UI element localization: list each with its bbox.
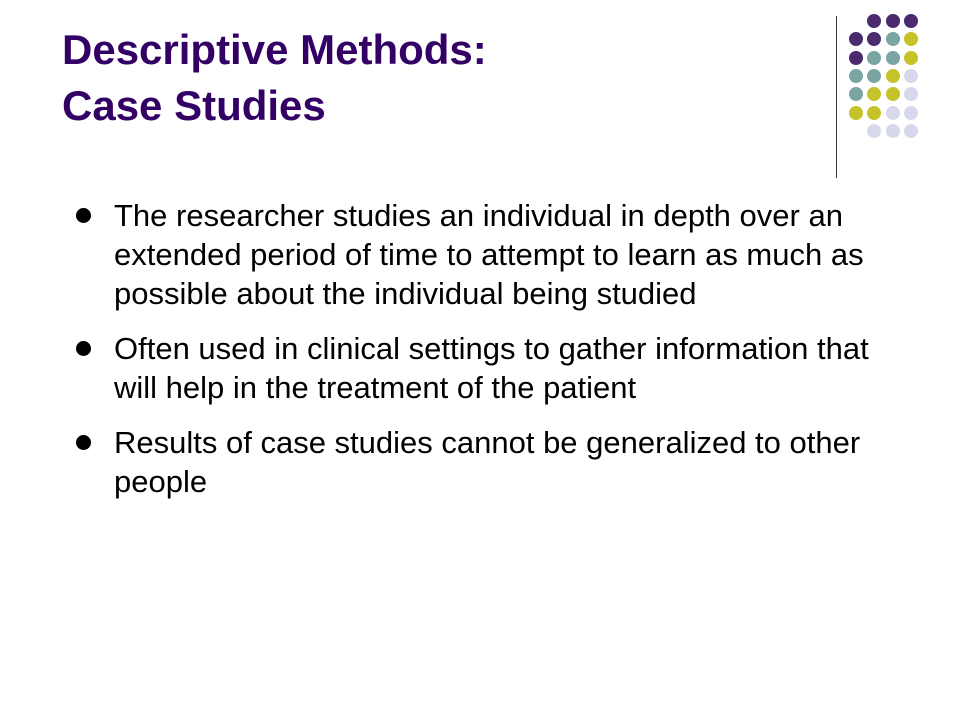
- decorative-dot: [867, 14, 881, 28]
- decorative-dot: [904, 124, 918, 138]
- decorative-dot: [886, 14, 900, 28]
- slide-title: [62, 22, 802, 134]
- bullet-text: Results of case studies cannot be generalized to other people: [114, 425, 861, 499]
- title-divider-line: [836, 16, 837, 178]
- bullet-text: The researcher studies an individual in depth over an extended period of time to attempt to learn as much as possible about the individual being studied: [114, 198, 864, 311]
- decorative-dot: [886, 51, 900, 65]
- slide-title-line-1: Descriptive Methods:: [62, 26, 487, 73]
- decorative-dot: [886, 87, 900, 101]
- slide-title-line-2: Case Studies: [62, 82, 326, 129]
- decorative-dot: [849, 51, 863, 65]
- decorative-dot: [849, 32, 863, 46]
- bullet-item: [76, 329, 876, 407]
- decorative-dot: [904, 69, 918, 83]
- decorative-dot: [849, 69, 863, 83]
- bullet-list: [76, 196, 876, 517]
- decorative-dot: [886, 106, 900, 120]
- bullet-item: [76, 196, 876, 313]
- decorative-dot: [867, 69, 881, 83]
- decorative-dot: [867, 32, 881, 46]
- decorative-dot: [904, 32, 918, 46]
- decorative-dot: [904, 87, 918, 101]
- decorative-dot: [867, 87, 881, 101]
- decorative-dot: [849, 106, 863, 120]
- bullet-icon: [76, 341, 91, 356]
- decorative-dot: [904, 51, 918, 65]
- decorative-dot: [886, 32, 900, 46]
- bullet-text: Often used in clinical settings to gather information that will help in the treatment of the patient: [114, 331, 869, 405]
- bullet-icon: [76, 435, 91, 450]
- decorative-dot: [886, 124, 900, 138]
- decorative-dot: [904, 106, 918, 120]
- decorative-dot: [867, 106, 881, 120]
- decorative-dot: [904, 14, 918, 28]
- decorative-dot: [867, 124, 881, 138]
- bullet-icon: [76, 208, 91, 223]
- bullet-item: [76, 423, 876, 501]
- decorative-dot: [886, 69, 900, 83]
- decorative-dot: [867, 51, 881, 65]
- decorative-dot: [849, 87, 863, 101]
